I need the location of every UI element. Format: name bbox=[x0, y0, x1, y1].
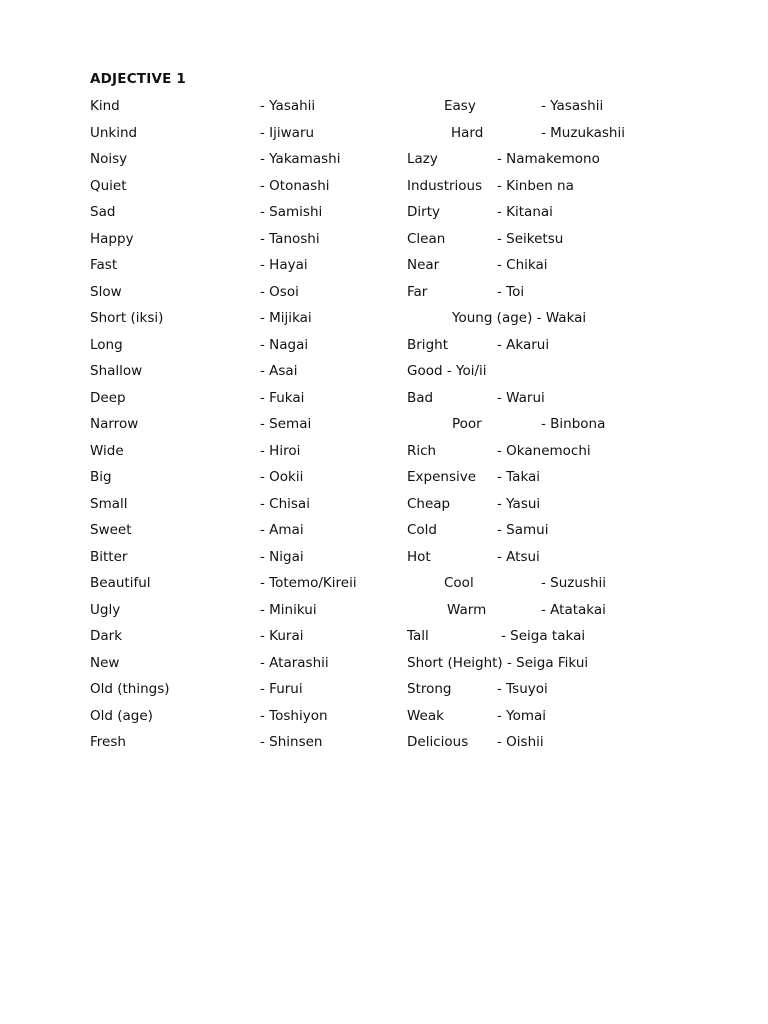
left-english-word: Kind bbox=[90, 98, 120, 114]
right-japanese-translation: - Samui bbox=[497, 522, 549, 538]
left-japanese-translation: - Yasahii bbox=[260, 98, 316, 114]
vocabulary-row bbox=[0, 231, 768, 251]
left-japanese-translation: - Ijiwaru bbox=[260, 124, 315, 141]
vocabulary-row bbox=[0, 310, 768, 330]
left-english-word: New bbox=[90, 654, 120, 671]
right-english-word: Cheap bbox=[407, 495, 451, 512]
right-japanese-translation: - Yomai bbox=[497, 707, 547, 724]
left-english-word: Dark bbox=[90, 628, 123, 644]
right-japanese-translation: - Warui bbox=[497, 389, 545, 406]
left-english-word: Deep bbox=[90, 389, 126, 406]
left-japanese-translation: - Hiroi bbox=[260, 442, 301, 459]
right-japanese-translation: - Oishii bbox=[497, 734, 544, 750]
left-japanese-translation: - Hayai bbox=[260, 257, 308, 273]
left-japanese-translation: - Shinsen bbox=[260, 734, 323, 750]
right-english-word: Lazy bbox=[407, 151, 438, 167]
vocabulary-row bbox=[0, 708, 768, 728]
left-english-word: Short (iksi) bbox=[90, 310, 164, 326]
right-japanese-translation: - Okanemochi bbox=[497, 442, 591, 459]
left-english-word: Small bbox=[90, 495, 128, 512]
right-english-word: Cold bbox=[407, 522, 438, 538]
vocabulary-row bbox=[0, 734, 768, 754]
vocabulary-row bbox=[0, 390, 768, 410]
right-english-word: Far bbox=[407, 283, 428, 300]
left-japanese-translation: - Otonashi bbox=[260, 177, 330, 194]
left-english-word: Big bbox=[90, 469, 112, 485]
right-japanese-translation: - Suzushii bbox=[541, 575, 607, 591]
left-japanese-translation: - Amai bbox=[260, 522, 304, 538]
left-english-word: Narrow bbox=[90, 416, 139, 432]
left-japanese-translation: - Tanoshi bbox=[260, 230, 320, 247]
vocabulary-row bbox=[0, 125, 768, 145]
left-japanese-translation: - Nagai bbox=[260, 336, 309, 353]
left-english-word: Fresh bbox=[90, 734, 126, 750]
right-english-word: Bright bbox=[407, 336, 448, 353]
left-japanese-translation: - Nigai bbox=[260, 548, 304, 565]
right-english-word: Tall bbox=[407, 628, 429, 644]
left-english-word: Sweet bbox=[90, 522, 132, 538]
vocabulary-row bbox=[0, 204, 768, 224]
left-japanese-translation: - Atarashii bbox=[260, 654, 329, 671]
right-english-word: Bad bbox=[407, 389, 434, 406]
left-japanese-translation: - Minikui bbox=[260, 601, 317, 618]
left-japanese-translation: - Ookii bbox=[260, 469, 304, 485]
right-english-word: Delicious bbox=[407, 734, 469, 750]
left-japanese-translation: - Furui bbox=[260, 681, 303, 697]
right-japanese-translation: - Kinben na bbox=[497, 177, 574, 194]
right-japanese-translation: - Seiga takai bbox=[501, 628, 586, 644]
right-japanese-translation: - Yasui bbox=[497, 495, 541, 512]
vocabulary-row bbox=[0, 151, 768, 171]
vocabulary-row bbox=[0, 469, 768, 489]
right-japanese-translation: - Takai bbox=[497, 469, 541, 485]
left-english-word: Shallow bbox=[90, 363, 143, 379]
vocabulary-row bbox=[0, 416, 768, 436]
right-japanese-translation: - Tsuyoi bbox=[497, 681, 548, 697]
left-english-word: Long bbox=[90, 336, 123, 353]
left-english-word: Fast bbox=[90, 257, 118, 273]
left-english-word: Ugly bbox=[90, 601, 121, 618]
right-japanese-translation: - Namakemono bbox=[497, 151, 600, 167]
left-japanese-translation: - Fukai bbox=[260, 389, 305, 406]
left-japanese-translation: - Semai bbox=[260, 416, 312, 432]
right-english-word: Industrious bbox=[407, 177, 483, 194]
right-japanese-translation: - Muzukashii bbox=[541, 124, 625, 141]
right-english-word: Cool bbox=[444, 575, 474, 591]
left-japanese-translation: - Totemo/Kireii bbox=[260, 575, 357, 591]
right-japanese-translation: - Yasashii bbox=[541, 98, 604, 114]
left-english-word: Old (things) bbox=[90, 681, 170, 697]
vocabulary-row bbox=[0, 363, 768, 383]
right-english-word: Hard bbox=[451, 124, 484, 141]
left-japanese-translation: - Mijikai bbox=[260, 310, 312, 326]
right-english-word: Poor bbox=[452, 416, 482, 432]
right-english-word: Dirty bbox=[407, 204, 440, 220]
left-japanese-translation: - Samishi bbox=[260, 204, 323, 220]
left-english-word: Bitter bbox=[90, 548, 128, 565]
right-japanese-translation: - Seiketsu bbox=[497, 230, 564, 247]
right-english-word: Weak bbox=[407, 707, 444, 724]
vocabulary-row bbox=[0, 575, 768, 595]
right-english-word: Young (age) - Wakai bbox=[452, 310, 587, 326]
vocabulary-row bbox=[0, 496, 768, 516]
right-english-word: Expensive bbox=[407, 469, 477, 485]
vocabulary-row bbox=[0, 443, 768, 463]
right-japanese-translation: - Binbona bbox=[541, 416, 606, 432]
vocabulary-row bbox=[0, 628, 768, 648]
left-english-word: Old (age) bbox=[90, 707, 153, 724]
right-english-word: Hot bbox=[407, 548, 431, 565]
left-japanese-translation: - Kurai bbox=[260, 628, 304, 644]
right-japanese-translation: - Toi bbox=[497, 283, 525, 300]
right-english-word: Easy bbox=[444, 98, 476, 114]
vocabulary-row bbox=[0, 655, 768, 675]
left-english-word: Sad bbox=[90, 204, 116, 220]
left-english-word: Happy bbox=[90, 230, 134, 247]
vocabulary-row bbox=[0, 284, 768, 304]
right-japanese-translation: - Kitanai bbox=[497, 204, 553, 220]
right-japanese-translation: - Akarui bbox=[497, 336, 550, 353]
right-japanese-translation: - Atsui bbox=[497, 548, 540, 565]
vocabulary-row bbox=[0, 337, 768, 357]
right-japanese-translation: - Atatakai bbox=[541, 601, 606, 618]
right-english-word: Near bbox=[407, 257, 440, 273]
left-english-word: Slow bbox=[90, 283, 122, 300]
right-english-word: Strong bbox=[407, 681, 452, 697]
page-title: ADJECTIVE 1 bbox=[90, 71, 187, 87]
vocabulary-row bbox=[0, 549, 768, 569]
right-english-word: Good - Yoi/ii bbox=[407, 363, 487, 379]
vocabulary-row bbox=[0, 98, 768, 118]
right-english-word: Clean bbox=[407, 230, 446, 247]
left-japanese-translation: - Toshiyon bbox=[260, 707, 328, 724]
left-japanese-translation: - Osoi bbox=[260, 283, 299, 300]
vocabulary-row bbox=[0, 681, 768, 701]
left-english-word: Quiet bbox=[90, 177, 127, 194]
right-japanese-translation: - Chikai bbox=[497, 257, 548, 273]
vocabulary-row bbox=[0, 602, 768, 622]
vocabulary-row bbox=[0, 257, 768, 277]
left-english-word: Noisy bbox=[90, 151, 128, 167]
left-english-word: Beautiful bbox=[90, 575, 151, 591]
left-english-word: Unkind bbox=[90, 124, 138, 141]
left-japanese-translation: - Asai bbox=[260, 363, 298, 379]
left-japanese-translation: - Chisai bbox=[260, 495, 310, 512]
right-english-word: Warm bbox=[447, 601, 487, 618]
vocabulary-row bbox=[0, 178, 768, 198]
left-english-word: Wide bbox=[90, 442, 124, 459]
right-english-word: Short (Height) - Seiga Fikui bbox=[407, 654, 589, 671]
vocabulary-row bbox=[0, 522, 768, 542]
right-english-word: Rich bbox=[407, 442, 437, 459]
left-japanese-translation: - Yakamashi bbox=[260, 151, 341, 167]
